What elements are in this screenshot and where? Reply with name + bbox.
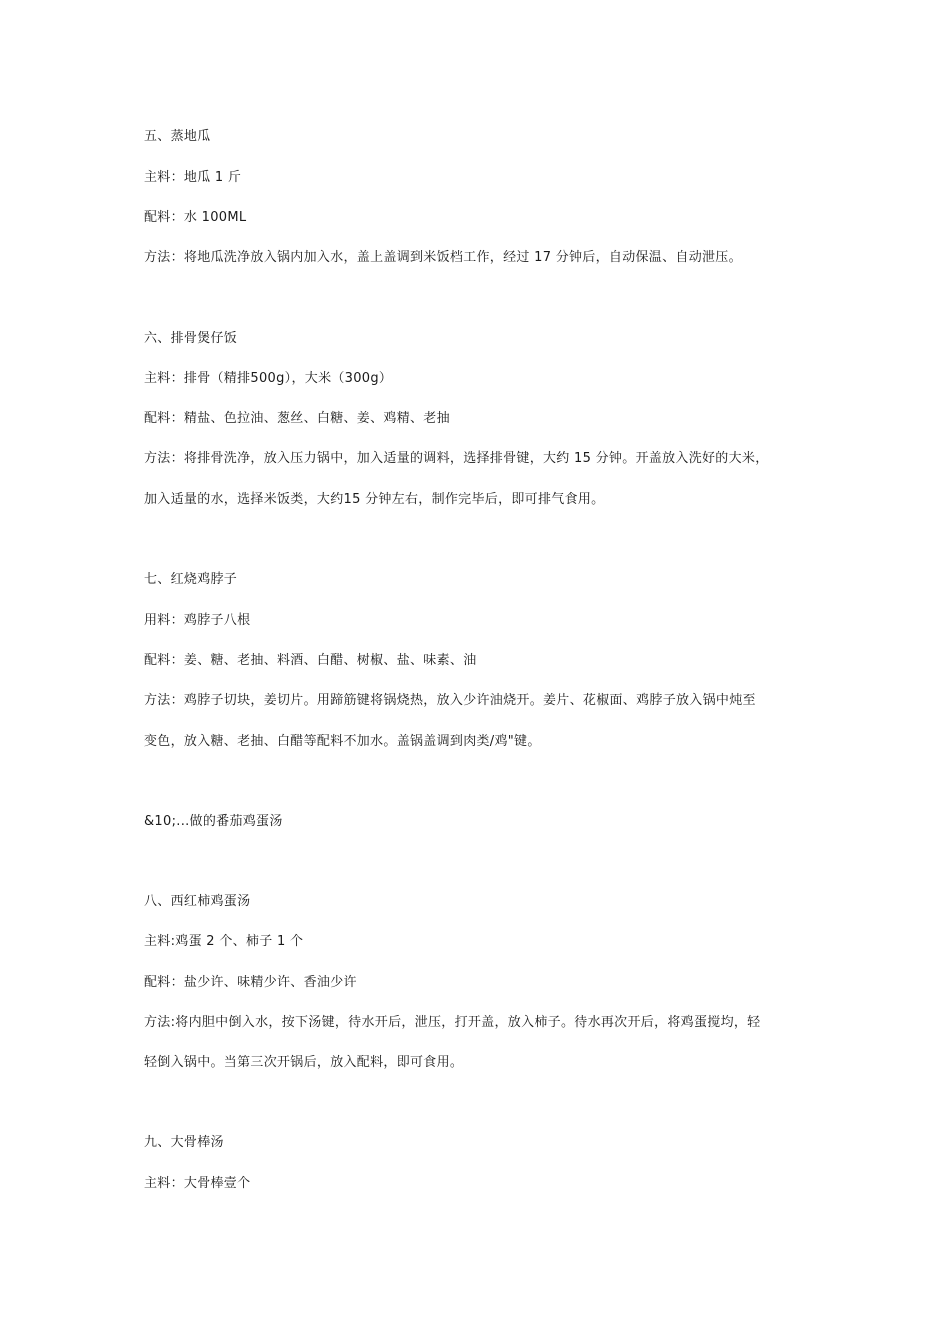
interstitial-note: &10;...做的番茄鸡蛋汤 bbox=[144, 814, 283, 829]
side-ingredient-line: 配料：盐少许、味精少许、香油少许 bbox=[144, 975, 357, 990]
method-line: 方法:将内胆中倒入水，按下汤键，待水开后，泄压，打开盖，放入柿子。待水再次开后，将鸡蛋搅均，轻 bbox=[144, 1015, 761, 1030]
section-heading-5: 五、蒸地瓜 bbox=[144, 129, 211, 144]
section-heading-7: 七、红烧鸡脖子 bbox=[144, 572, 238, 587]
method-line-continued: 变色，放入糖、老抽、白醋等配料不加水。盖锅盖调到肉类/鸡"键。 bbox=[144, 734, 541, 749]
method-line: 方法：鸡脖子切块，姜切片。用蹄筋键将锅烧热，放入少许油烧开。姜片、花椒面、鸡脖子放入锅中炖至 bbox=[144, 693, 756, 708]
method-line: 方法：将排骨洗净，放入压力锅中，加入适量的调料，选择排骨键，大约 15 分钟。开盖放入洗好的大米， bbox=[144, 451, 769, 466]
main-ingredient-line: 主料:鸡蛋 2 个、柿子 1 个 bbox=[144, 934, 304, 949]
method-line-continued: 轻倒入锅中。当第三次开锅后，放入配料，即可食用。 bbox=[144, 1055, 464, 1070]
section-heading-8: 八、西红柿鸡蛋汤 bbox=[144, 894, 251, 909]
method-line-continued: 加入适量的水，选择米饭类，大约15 分钟左右，制作完毕后，即可排气食用。 bbox=[144, 492, 605, 507]
section-heading-6: 六、排骨煲仔饭 bbox=[144, 331, 238, 346]
side-ingredient-line: 配料：姜、糖、老抽、料酒、白醋、树椒、盐、味素、油 bbox=[144, 653, 477, 668]
side-ingredient-line: 配料：精盐、色拉油、葱丝、白糖、姜、鸡精、老抽 bbox=[144, 411, 450, 426]
method-line: 方法：将地瓜洗净放入锅内加入水，盖上盖调到米饭档工作，经过 17 分钟后，自动保温、自动泄压。 bbox=[144, 250, 742, 265]
section-heading-9: 九、大骨棒汤 bbox=[144, 1135, 224, 1150]
main-ingredient-line: 主料：地瓜 1 斤 bbox=[144, 170, 242, 185]
main-ingredient-line: 主料：排骨（精排500g），大米（300g） bbox=[144, 371, 393, 386]
ingredient-line: 用料：鸡脖子八根 bbox=[144, 613, 251, 628]
side-ingredient-line: 配料：水 100ML bbox=[144, 210, 247, 225]
main-ingredient-line: 主料：大骨棒壹个 bbox=[144, 1176, 251, 1191]
